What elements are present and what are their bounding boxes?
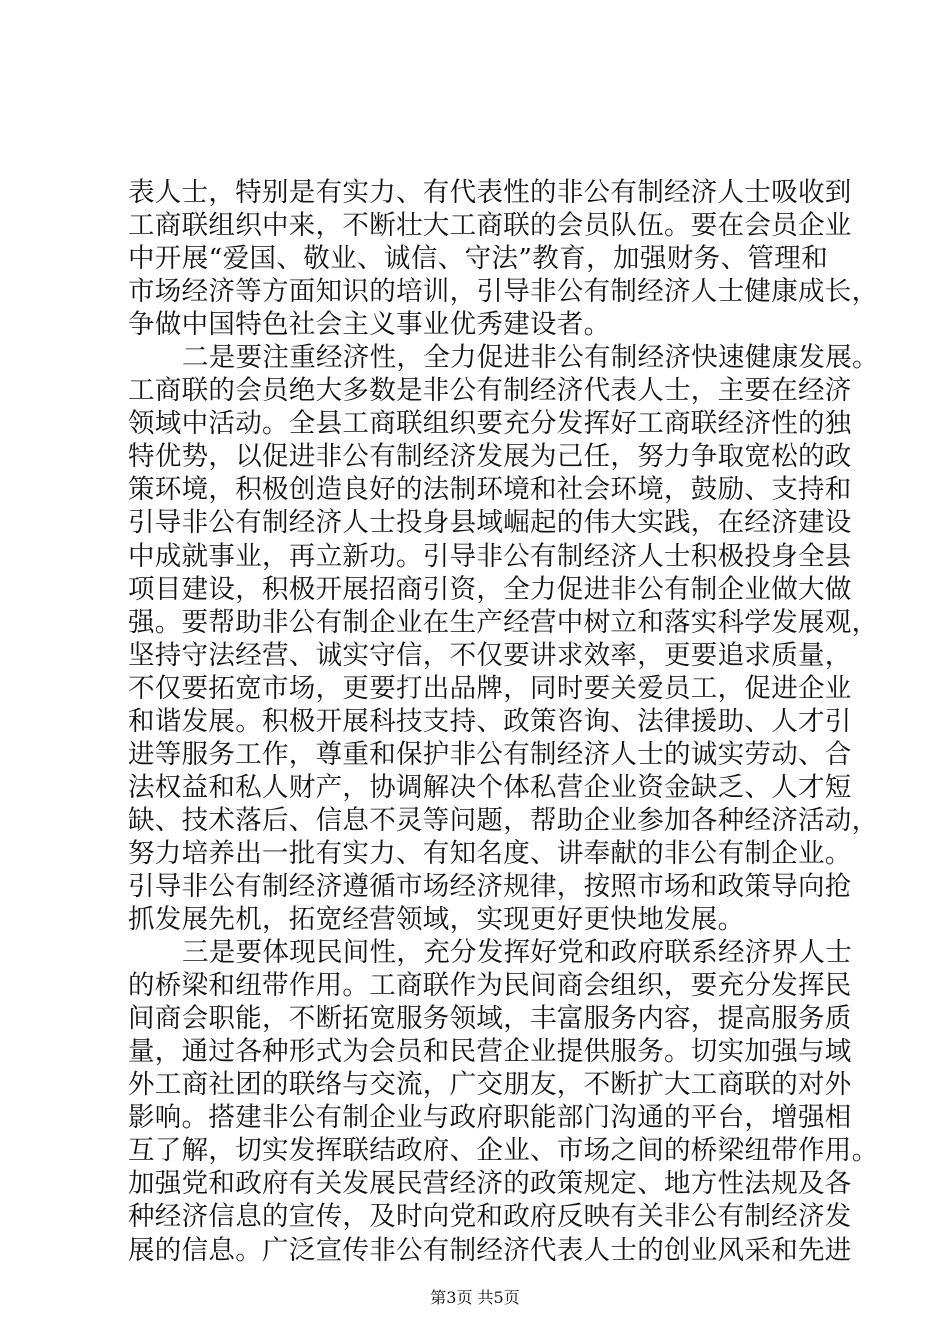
text-line: 加强党和政府有关发展民营经济的政策规定、地方性法规及各: [128, 1168, 852, 1200]
text-line: 工商联组织中来，不断壮大工商联的会员队伍。要在会员企业: [128, 210, 852, 242]
paragraph-first-line: 二是要注重经济性，全力促进非公有制经济快速健康发展。: [182, 342, 879, 374]
text-line: 中开展“爱国、敬业、诚信、守法”教育，加强财务、管理和: [128, 243, 828, 275]
text-line: 市场经济等方面知识的培训，引导非公有制经济人士健康成长，: [128, 276, 879, 308]
text-line: 种经济信息的宣传，及时向党和政府反映有关非公有制经济发: [128, 1201, 852, 1233]
text-line: 引导非公有制经济遵循市场经济规律，按照市场和政策导向抢: [128, 870, 852, 902]
text-line: 策环境，积极创造良好的法制环境和社会环境，鼓励、支持和: [128, 474, 852, 506]
text-line: 影响。搭建非公有制企业与政府职能部门沟通的平台，增强相: [128, 1102, 852, 1134]
text-line: 中成就事业，再立新功。引导非公有制经济人士积极投身全县: [128, 540, 852, 572]
text-line: 外工商社团的联络与交流，广交朋友，不断扩大工商联的对外: [128, 1069, 852, 1101]
text-line: 坚持守法经营、诚实守信，不仅要讲求效率，更要追求质量，: [128, 639, 852, 671]
text-line: 表人士，特别是有实力、有代表性的非公有制经济人士吸收到: [128, 177, 852, 208]
text-line: 强。要帮助非公有制企业在生产经营中树立和落实科学发展观，: [128, 606, 879, 638]
text-line: 展的信息。广泛宣传非公有制经济代表人士的创业风采和先进: [128, 1234, 852, 1266]
text-line: 不仅要拓宽市场，更要打出品牌，同时要关爱员工，促进企业: [128, 672, 852, 704]
document-body: [128, 176, 879, 1267]
text-line: 领域中活动。全县工商联组织要充分发挥好工商联经济性的独: [128, 408, 852, 440]
text-line: 争做中国特色社会主义事业优秀建设者。: [128, 309, 611, 341]
text-line: 抓发展先机，拓宽经营领域，实现更好更快地发展。: [128, 904, 745, 936]
text-line: 的桥梁和纽带作用。工商联作为民间商会组织，要充分发挥民: [128, 970, 852, 1002]
text-line: 进等服务工作，尊重和保护非公有制经济人士的诚实劳动、合: [128, 738, 852, 770]
text-line: 量，通过各种形式为会员和民营企业提供服务。切实加强与域: [128, 1036, 852, 1068]
text-line: 项目建设，积极开展招商引资，全力促进非公有制企业做大做: [128, 573, 852, 605]
text-line: 工商联的会员绝大多数是非公有制经济代表人士，主要在经济: [128, 375, 852, 407]
paragraph-first-line: 三是要体现民间性，充分发挥好党和政府联系经济界人士: [182, 937, 852, 969]
text-line: 法权益和私人财产，协调解决个体私营企业资金缺乏、人才短: [128, 771, 852, 803]
text-line: 引导非公有制经济人士投身县域崛起的伟大实践，在经济建设: [128, 507, 852, 539]
text-line: 努力培养出一批有实力、有知名度、讲奉献的非公有制企业。: [128, 837, 852, 869]
text-line: 和谐发展。积极开展科技支持、政策咨询、法律援助、人才引: [128, 705, 852, 737]
page-footer: 第3页 共5页: [430, 1288, 520, 1307]
text-line: 缺、技术落后、信息不灵等问题，帮助企业参加各种经济活动，: [128, 804, 879, 836]
text-line: 互了解，切实发挥联结政府、企业、市场之间的桥梁纽带作用。: [128, 1135, 879, 1167]
text-line: 特优势，以促进非公有制经济发展为己任，努力争取宽松的政: [128, 441, 852, 473]
text-line: 间商会职能，不断拓宽服务领域，丰富服务内容，提高服务质: [128, 1003, 852, 1035]
